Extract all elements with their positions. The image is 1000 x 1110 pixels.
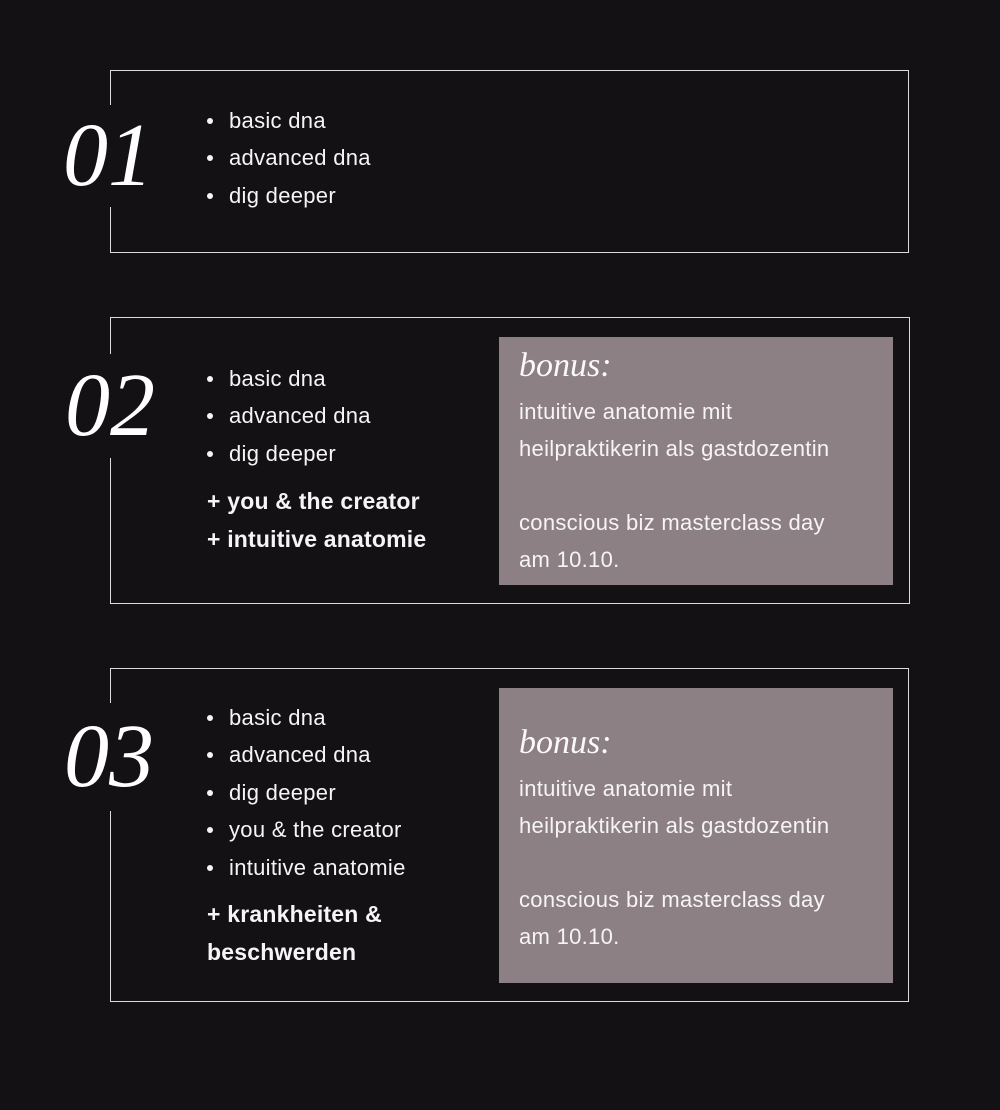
addon-item: + you & the creator bbox=[207, 488, 420, 514]
bullet-icon bbox=[207, 451, 213, 457]
list-item-label: advanced dna bbox=[229, 145, 371, 171]
list-item bbox=[207, 435, 371, 473]
list-item-label: intuitive anatomie bbox=[229, 854, 406, 880]
bullet-icon bbox=[207, 155, 213, 161]
list-item-label: dig deeper bbox=[229, 779, 336, 805]
bullet-icon bbox=[207, 413, 213, 419]
package-03-addons bbox=[207, 896, 457, 971]
list-item bbox=[207, 812, 406, 850]
package-03-bonus-box bbox=[499, 688, 893, 983]
list-item bbox=[207, 177, 371, 215]
addon-item: + intuitive anatomie bbox=[207, 525, 427, 552]
list-item bbox=[207, 774, 406, 812]
list-item bbox=[207, 737, 406, 775]
package-01-course-list bbox=[207, 102, 371, 215]
package-02-course-list bbox=[207, 360, 371, 473]
bonus-paragraph: conscious biz masterclass day am 10.10. bbox=[519, 510, 825, 572]
list-item-label: basic dna bbox=[229, 365, 326, 391]
list-item-label: advanced dna bbox=[229, 742, 371, 768]
bonus-paragraph: intuitive anatomie mit heilpraktikerin als gastdozentin bbox=[519, 399, 830, 461]
bullet-icon bbox=[207, 715, 213, 721]
list-item bbox=[207, 102, 371, 140]
bullet-icon bbox=[207, 827, 213, 833]
package-number-01: 01 bbox=[53, 105, 163, 207]
list-item-label: advanced dna bbox=[229, 403, 371, 429]
list-item-label: dig deeper bbox=[229, 440, 336, 466]
package-03-course-list bbox=[207, 699, 406, 887]
package-number-02: 02 bbox=[50, 354, 170, 458]
list-item bbox=[207, 398, 371, 436]
package-number-03: 03 bbox=[50, 703, 168, 811]
package-02-bonus-box bbox=[499, 337, 893, 585]
list-item-label: dig deeper bbox=[229, 182, 336, 208]
bonus-paragraph: intuitive anatomie mit heilpraktikerin als gastdozentin bbox=[519, 776, 830, 838]
bullet-icon bbox=[207, 865, 213, 871]
package-02-addons bbox=[207, 483, 426, 558]
bonus-heading: bonus: bbox=[519, 724, 612, 761]
bullet-icon bbox=[207, 193, 213, 199]
list-item bbox=[207, 849, 406, 887]
bullet-icon bbox=[207, 752, 213, 758]
list-item bbox=[207, 360, 371, 398]
list-item-label: basic dna bbox=[229, 107, 326, 133]
list-item-label: you & the creator bbox=[229, 817, 402, 843]
addon-item: + krankheiten & beschwerden bbox=[207, 901, 382, 965]
list-item bbox=[207, 140, 371, 178]
bullet-icon bbox=[207, 118, 213, 124]
bonus-paragraph: conscious biz masterclass day am 10.10. bbox=[519, 887, 825, 949]
bullet-icon bbox=[207, 790, 213, 796]
list-item bbox=[207, 699, 406, 737]
bonus-heading: bonus: bbox=[519, 347, 612, 384]
list-item-label: basic dna bbox=[229, 704, 326, 730]
bullet-icon bbox=[207, 376, 213, 382]
